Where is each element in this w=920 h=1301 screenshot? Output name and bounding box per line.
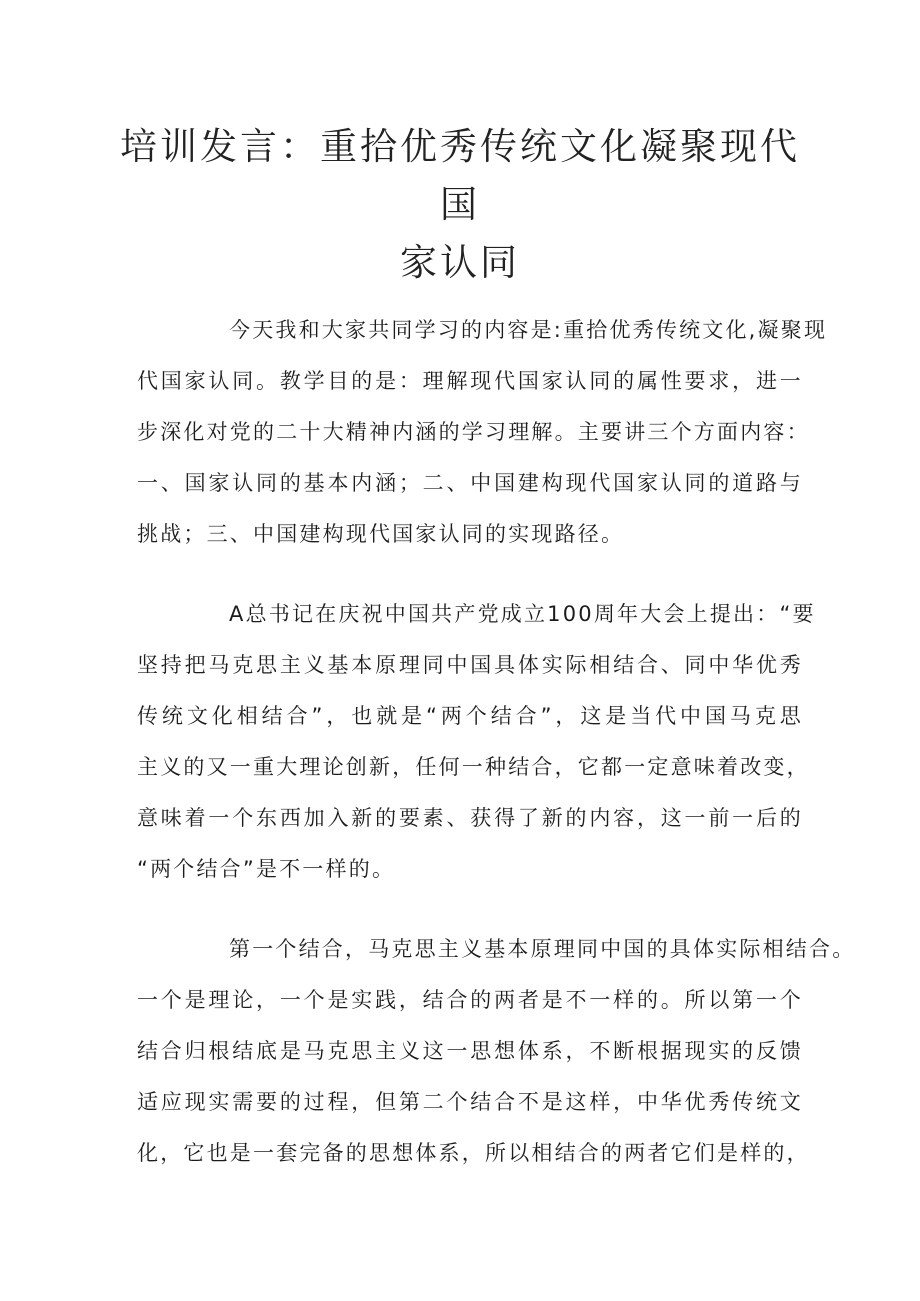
paragraph-line: 主义的又一重大理论创新，任何一种结合，它都一定意味着改变， bbox=[137, 755, 810, 779]
paragraph-line: 一、国家认同的基本内涵；二、中国建构现代国家认同的道路与 bbox=[137, 471, 803, 495]
paragraph-line: 化，它也是一套完备的思想体系，所以相结合的两者它们是样的， bbox=[137, 1141, 810, 1165]
paragraph-line: 挑战；三、中国建构现代国家认同的实现路径。 bbox=[137, 522, 625, 546]
paragraph-line: 步深化对党的二十大精神内涵的学习理解。主要讲三个方面内容： bbox=[137, 420, 810, 444]
paragraph-line: 结合归根结底是马克思主义这一思想体系，不断根据现实的反馈 bbox=[137, 1039, 803, 1063]
paragraph-line: 坚持把马克思主义基本原理同中国具体实际相结合、同中华优秀 bbox=[137, 653, 803, 677]
paragraph-line: 代国家认同。教学目的是：理解现代国家认同的属性要求，进一 bbox=[137, 369, 803, 393]
paragraph-two-combinations bbox=[137, 589, 816, 895]
paragraph-line: A总书记在庆祝中国共产党成立100周年大会上提出：“要 bbox=[229, 602, 816, 626]
paragraph-line: 今天我和大家共同学习的内容是:重拾优秀传统文化,凝聚现 bbox=[229, 318, 828, 342]
paragraph-first-combination bbox=[137, 924, 856, 1179]
paragraph-line: 第一个结合，马克思主义基本原理同中国的具体实际相结合。 bbox=[229, 937, 856, 961]
document-title bbox=[120, 118, 800, 292]
paragraph-line: 适应现实需要的过程，但第二个结合不是这样，中华优秀传统文 bbox=[137, 1090, 803, 1114]
title-line-2: 家认同 bbox=[400, 241, 520, 284]
title-line-1: 培训发言：重拾优秀传统文化凝聚现代国 bbox=[120, 125, 800, 226]
paragraph-line: 一个是理论，一个是实践，结合的两者是不一样的。所以第一个 bbox=[137, 988, 803, 1012]
paragraph-intro bbox=[137, 305, 828, 560]
paragraph-line: 意味着一个东西加入新的要素、获得了新的内容，这一前一后的 bbox=[137, 806, 803, 830]
paragraph-line: “两个结合”是不一样的。 bbox=[137, 857, 396, 881]
paragraph-line: 传统文化相结合”，也就是“两个结合”，这是当代中国马克思 bbox=[137, 704, 803, 728]
